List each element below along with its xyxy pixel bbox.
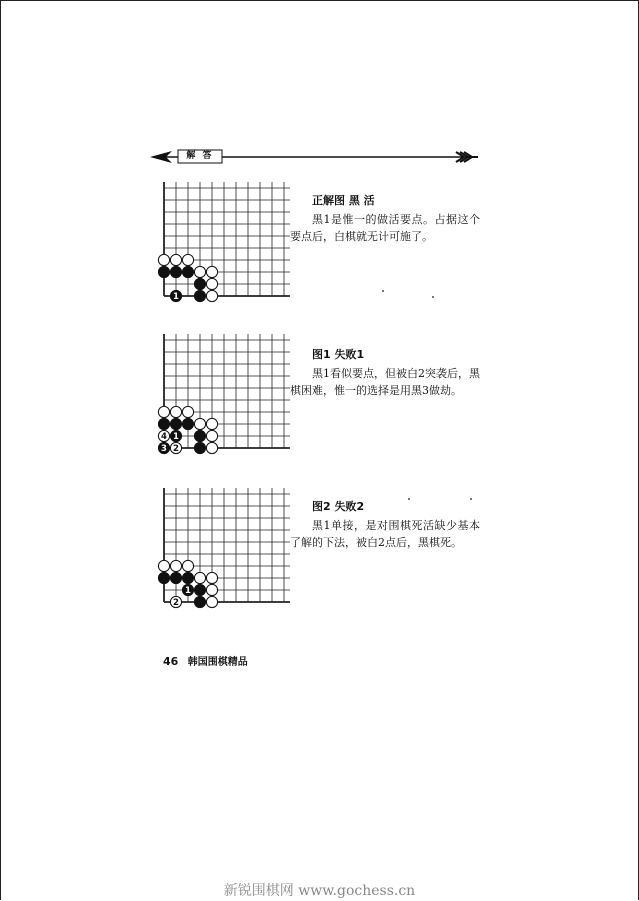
white-stone [170,254,181,265]
section-heading: 图1 失败1 [312,348,365,361]
white-stone [206,442,217,453]
black-stone [182,266,193,277]
black-stone [170,418,181,429]
move-number-label: 3 [161,444,167,455]
white-stone [206,418,217,429]
move-number-label: 1 [185,586,191,597]
white-stone [206,572,217,583]
white-stone [170,406,181,417]
book-title: 韩国围棋精品 [187,657,248,668]
black-stone [158,418,169,429]
go-board-diagram [150,488,290,613]
black-stone [170,266,181,277]
black-stone [194,430,205,441]
black-stone [194,584,205,595]
black-stone [182,418,193,429]
white-stone [206,290,217,301]
white-stone [194,418,205,429]
white-stone [182,406,193,417]
white-stone [206,430,217,441]
section-text [290,346,480,399]
black-stone [194,290,205,301]
page-footer [163,653,248,668]
section-heading: 图2 失败2 [312,500,365,513]
white-stone [182,254,193,265]
white-stone [194,572,205,583]
section-body: 黑1看似要点，但被白2突袭后，黑棋困难，惟一的选择是用黑3做劫。 [290,367,480,397]
white-stone [182,560,193,571]
white-stone [206,266,217,277]
black-stone [158,572,169,583]
move-number-label: 4 [161,432,167,443]
white-stone [206,596,217,607]
section-text [290,192,480,245]
section-body: 黑1是惟一的做活要点。占据这个要点后，白棋就无计可施了。 [290,213,480,243]
move-number-label: 2 [173,598,179,609]
go-board-diagram [150,334,290,459]
scan-speck [408,498,410,500]
black-stone [194,596,205,607]
white-stone [194,266,205,277]
move-number-label: 1 [173,432,179,443]
move-number-label: 2 [173,444,179,455]
section-text [290,498,480,551]
white-stone [206,584,217,595]
header-label: 解 答 [186,151,214,161]
black-stone [194,278,205,289]
white-stone [158,254,169,265]
scan-speck [432,296,434,298]
page-number: 46 [163,655,179,668]
scan-speck [382,290,384,292]
watermark: 新锐围棋网 www.gochess.cn [223,883,416,899]
section-heading: 正解图 黑 活 [312,194,375,207]
black-stone [194,442,205,453]
black-stone [158,266,169,277]
white-stone [170,560,181,571]
black-stone [182,572,193,583]
black-stone [170,572,181,583]
white-stone [158,406,169,417]
go-board-diagram [150,182,290,307]
white-stone [158,560,169,571]
white-stone [206,278,217,289]
section-body: 黑1单接，是对围棋死活缺少基本了解的下法，被白2点后，黑棋死。 [290,519,480,549]
scan-speck [470,498,472,500]
move-number-label: 1 [173,292,179,303]
